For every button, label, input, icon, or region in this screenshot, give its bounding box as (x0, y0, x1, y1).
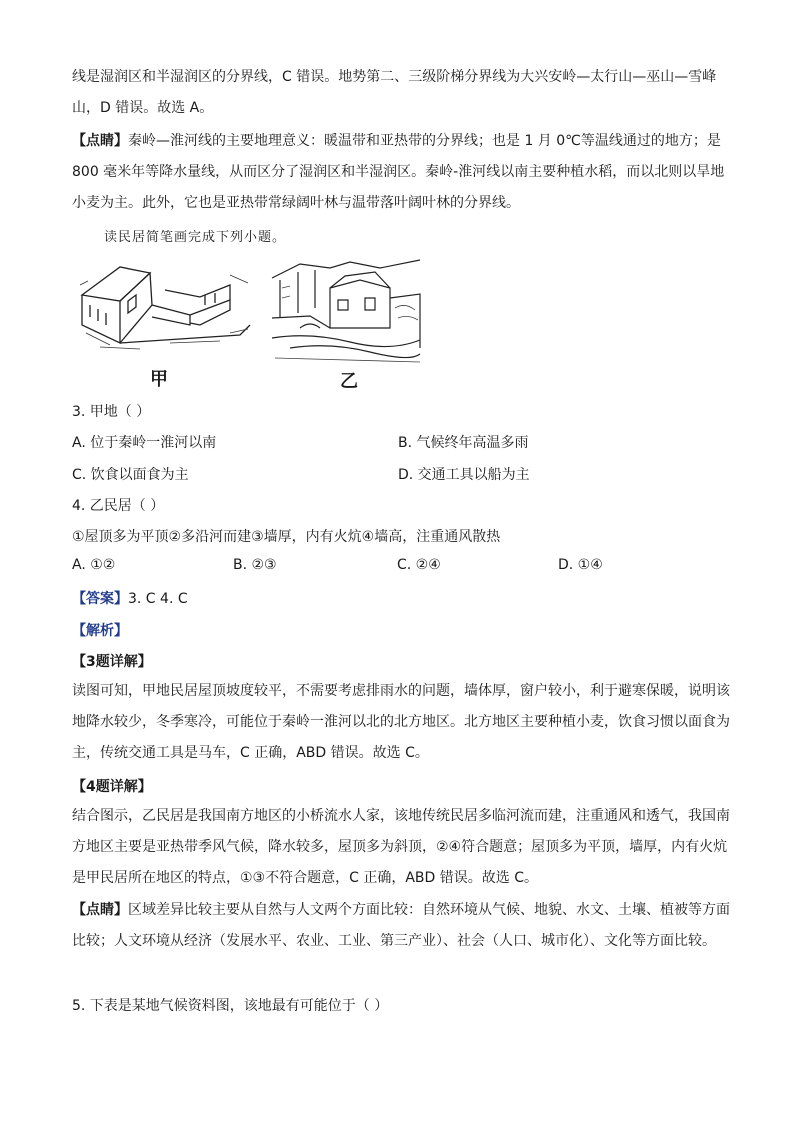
q3-option-c: C. 饮食以面食为主 (72, 467, 189, 483)
paragraph-line: 线是湿润区和半湿润区的分界线，C 错误。地势第二、三级阶梯分界线为大兴安岭—太行山—巫山—雪峰 (72, 69, 717, 85)
house-yi-sketch (270, 258, 425, 370)
question-4-items: ①屋顶多为平顶②多沿河而建③墙厚，内有火炕④墙高，注重通风散热 (72, 529, 501, 545)
detail-4-text: 结合图示，乙民居是我国南方地区的小桥流水人家，该地传统民居多临河流而建，注重通风和透气，我国南方地区主要是亚热带季风气候，降水较多，屋顶多为斜顶，②④符合题意；屋顶多为平顶，墙厚，内有火炕是甲民居所在地区的特点，①③不符合题意，C 正确，ABD 错误。故选 C。 (72, 808, 730, 886)
detail-4-tag: 【4题详解】 (72, 779, 152, 795)
tip-text: 区域差异比较主要从自然与人文两个方面比较：自然环境从气候、地貌、水文、土壤、植被等方面比较；人文环境从经济（发展水平、农业、工业、第三产业）、社会（人口、城市化）、文化等方面比较。 (72, 902, 730, 949)
q3-option-d: D. 交通工具以船为主 (398, 467, 530, 483)
q3-option-b: B. 气候终年高温多雨 (398, 435, 529, 451)
detail-3-text: 读图可知，甲地民居屋顶坡度较平，不需要考虑排雨水的问题，墙体厚，窗户较小，利于避寒保暖，说明该地降水较少，冬季寒冷，可能位于秦岭一淮河以北的北方地区。北方地区主要种植小麦，饮食习惯以面食为主，传统交通工具是马车，C 正确，ABD 错误。故选 C。 (72, 683, 730, 761)
figure-label-yi: 乙 (340, 371, 358, 392)
tip-tag: 【点睛】 (72, 133, 128, 149)
section-intro: 读民居简笔画完成下列小题。 (104, 230, 287, 245)
tip-paragraph-2 (72, 895, 732, 957)
answer-line (72, 588, 188, 608)
answer-text: 3. C 4. C (128, 591, 188, 607)
q4-option-d: D. ①④ (558, 557, 603, 573)
question-3-stem: 3. 甲地（ ） (72, 404, 151, 420)
question-5-stem: 5. 下表是某地气候资料图，该地最有可能位于（ ） (72, 998, 389, 1014)
paragraph-line: 山，D 错误。故选 A。 (72, 100, 214, 116)
answer-tag: 【答案】 (72, 591, 128, 607)
analysis-tag: 【解析】 (72, 623, 128, 639)
tip-text: 秦岭—淮河线的主要地理意义：暖温带和亚热带的分界线；也是 1 月 0℃等温线通过的地方；是 800 毫米年等降水量线，从而区分了湿润区和半湿润区。秦岭-淮河线以南主要种植水稻，而以北则以旱地小麦为主。此外，它也是亚热带常绿阔叶林与温带落叶阔叶林的分界线。 (72, 133, 725, 211)
detail-3-tag: 【3题详解】 (72, 654, 152, 670)
house-jia-sketch (80, 255, 252, 355)
tip-paragraph (72, 126, 732, 219)
figure-label-jia: 甲 (150, 369, 168, 390)
q3-option-a: A. 位于秦岭一淮河以南 (72, 435, 217, 451)
q4-option-a: A. ①② (72, 557, 116, 573)
tip-tag: 【点睛】 (72, 902, 128, 918)
q4-option-b: B. ②③ (233, 557, 277, 573)
question-4-stem: 4. 乙民居（ ） (72, 498, 165, 514)
q4-option-c: C. ②④ (397, 557, 441, 573)
